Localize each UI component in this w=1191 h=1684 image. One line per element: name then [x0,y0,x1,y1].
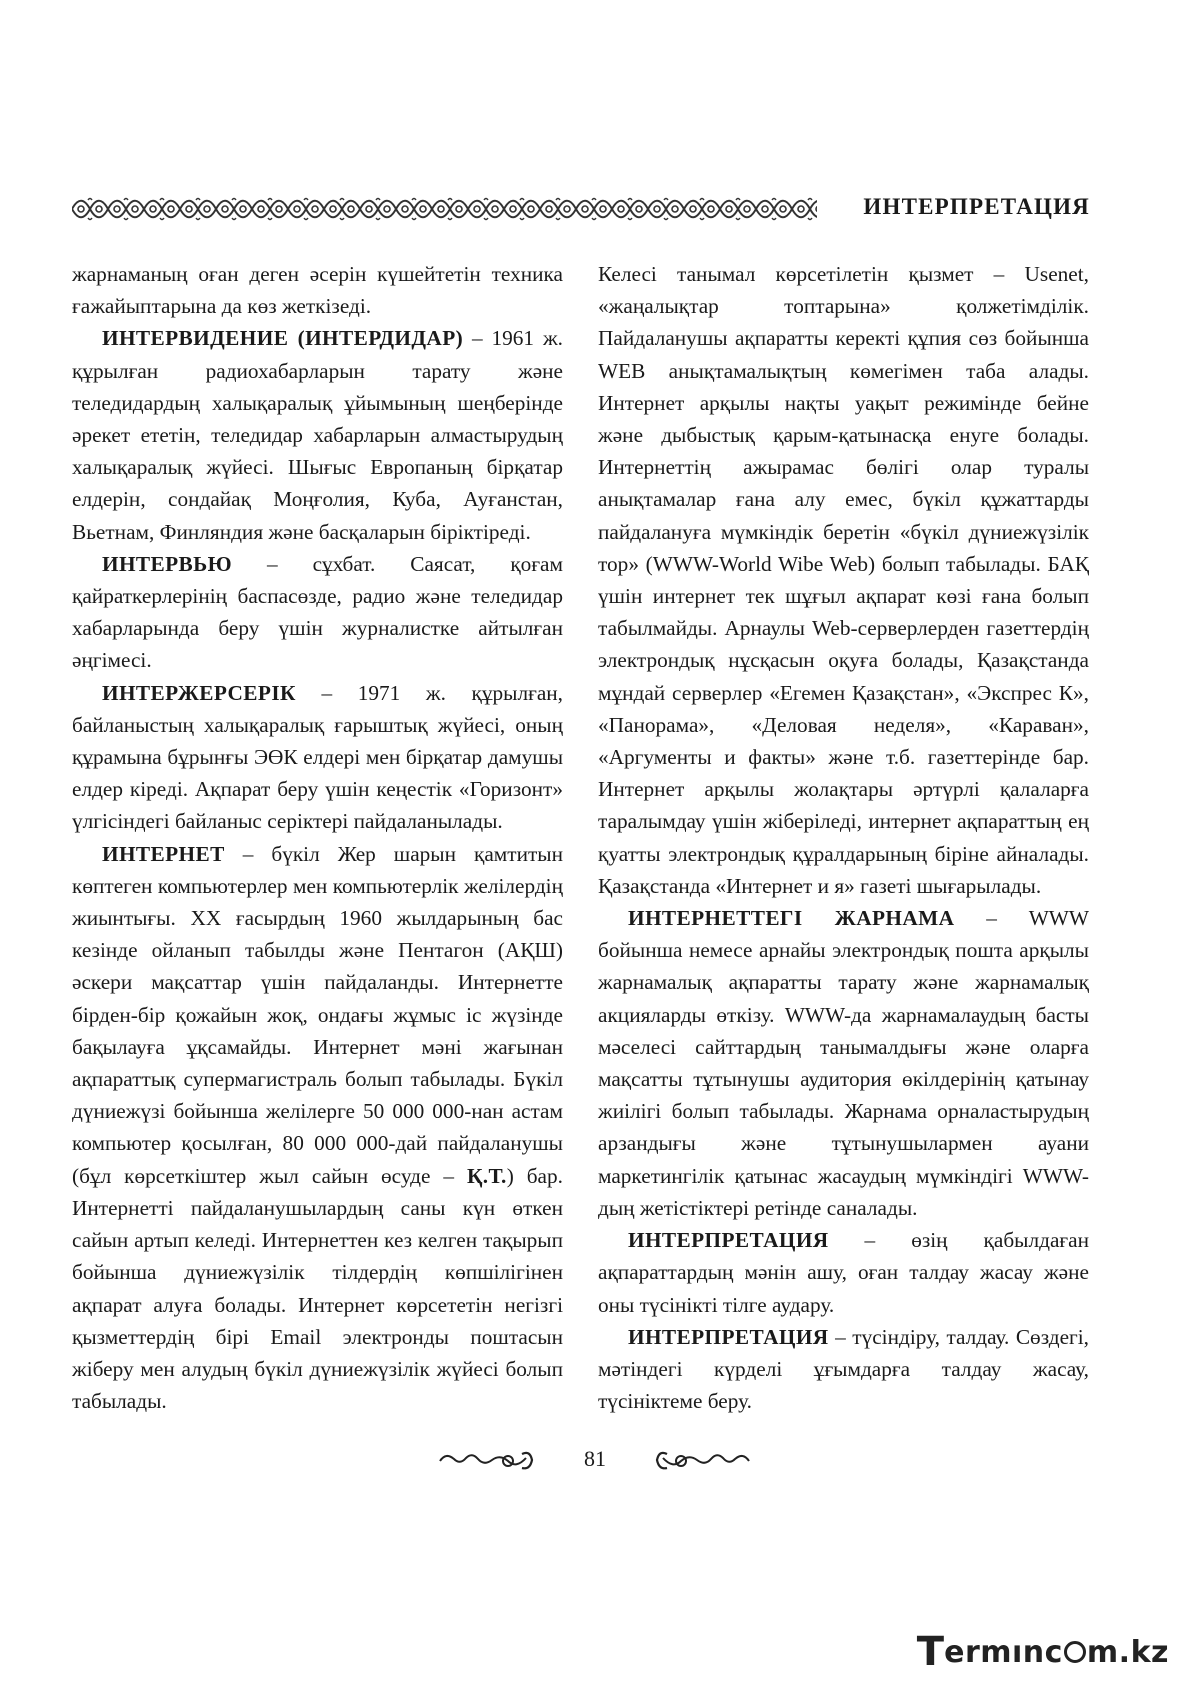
entry-intervidenie: ИНТЕРВИДЕНИЕ (ИНТЕРДИДАР) – 1961 ж. құрылған радиохабарларын тарату және теледидардың халықаралық ұйымының шеңберінде әрекет ететін, теледидар хабарларын алмастырудың халықаралық жүйесі. Шығыс Европаның бірқатар елдерін, сондайақ Моңғолия, Куба, Ауғанстан, Вьетнам, Финляндия және басқаларын біріктіреді. [72,326,563,544]
watermark-domain: m.kz [1086,1634,1169,1670]
flourish-right-icon [655,1448,751,1474]
entry-term: ИНТЕРЖЕРСЕРІК [102,680,296,705]
watermark-text: ermınc [944,1634,1063,1670]
continuation-paragraph: Келесі танымал көрсетілетін қызмет – Usenet, «жаңалықтар топтарына» қолжетімділік. Пайдаланушы ақпаратты керекті құпия сөз бойынша WEB анықтамалықтың көмегімен таба алады. Интернет арқылы нақты уақыт режимінде бейне және дыбыстық қарым-қатынасқа енуге болады. Интернеттің ажырамас бөлігі олар туралы анықтамалар ғана алу емес, бүкіл құжаттарды пайдалануға мүмкіндік беретін «бүкіл дүниежүзілік тор» (WWW-World Wibe Web) болып табылады. БАҚ үшін интернет тек шұғыл ақпарат көзі ғана болып табылмайды. Арнаулы Web-серверлерден газеттердің электрондық нұсқасын оқуға болады, Қазақстанда мұндай серверлер «Егемен Қазақстан», «Экспрес К», «Панорама», «Деловая неделя», «Караван», «Аргументы и факты» және т.б. газеттерінде бар. Интернет арқылы жолақтары әртүрлі қалаларға таралымдау үшін жіберіледі, интернет ақпараттың ең қуатты электрондық құралдарының біріне айналады. Қазақстанда «Интернет и я» газеті шығарылады. [598,262,1089,898]
watermark-logo [917,1630,1169,1674]
right-column [598,258,1089,1417]
entry-interpretation-1: ИНТЕРПРЕТАЦИЯ – өзің қабылдаған ақпараттардың мәнін ашу, оған талдау жасау және оны түсінікті тілге аудару. [598,1228,1089,1317]
entry-internet-advertising: ИНТЕРНЕТТЕГІ ЖАРНАМА – WWW бойынша немесе арнайы электрондық пошта арқылы жарнамалық ақпаратты тарату және жарнамалық акцияларды өткізу. WWW-да жарнамалаудың басты мәселесі сайттардың танымалдығы және оларға мақсатты тұтынушы аудитория өкілдерінің қатынау жиілігі болып табылады. Жарнама орналастырудың арзандығы және тұтынушылармен ауани маркетингілік қатынас жасаудың мүмкіндігі WWW-дың жетістіктері ретінде саналады. [598,906,1089,1220]
left-column [72,258,563,1417]
entry-term: ИНТЕРПРЕТАЦИЯ [628,1324,829,1349]
entry-term: ИНТЕРВИДЕНИЕ (ИНТЕРДИДАР) [102,326,464,351]
page-footer [420,1444,770,1478]
header-title: ИНТЕРПРЕТАЦИЯ [863,194,1090,219]
entry-interpretation-2: ИНТЕРПРЕТАЦИЯ – түсіндіру, талдау. Сөздегі, мәтіндегі күрделі ұғымдарға талдау жасау, түсініктеме беру. [598,1324,1089,1414]
author-initials: Қ.Т. [466,1163,507,1188]
page-number: 81 [584,1446,606,1471]
entry-term: ИНТЕРНЕТТЕГІ ЖАРНАМА [628,906,955,931]
watermark-circle-icon [1064,1641,1086,1663]
entry-term: ИНТЕРНЕТ [102,841,225,866]
entry-interzherserik: ИНТЕРЖЕРСЕРІК – 1971 ж. құрылған, байланыстың халықаралық ғарыштық жүйесі, оның құрамына бұрынғы ЭӨК елдері мен бірқатар дамушы елдер кіреді. Ақпарат беру үшін кеңестік «Горизонт» үлгісіндегі байланыс серіктері пайдаланылады. [72,680,563,834]
entry-internet: ИНТЕРНЕТ – бүкіл Жер шарын қамтитын көптеген компьютерлер мен компьютерлік желілердің жиынтығы. ХХ ғасырдың 1960 жылдарының бас кезінде ойланып табылды және Пентагон (АҚШ) әскери мақсаттар үшін пайдаланды. Интернетте бірден-бір қожайын жоқ, ондағы жұмыс іс жүзінде бақылауға ұқсамайды. Интернет мәні жағынан ақпараттық супермагистраль болып табылады. Бүкіл дүниежүзі бойынша желілерге 50 000 000-нан астам компьютер қосылған, 80 000 000-дай пайдаланушы (бұл көрсеткіштер жыл сайын өсуде – Қ.Т.) бар. Интернетті пайдаланушылардың саны күн өткен сайын артып келеді. Интернеттен кез келген тақырып бойынша дүниежүзілік тілдердің көпшілігінен ақпарат алуға болады. Интернет көрсететін негізгі қызметтердің бірі Email электронды поштасын жіберу мен алудың бүкіл дүниежүзілік жүйесі болып табылады. [72,841,563,1414]
watermark-initial: T [916,1629,945,1675]
continuation-paragraph: жарнаманың оған деген әсерін күшейтетін техника ғажайыптарына да көз жеткізеді. [72,262,563,319]
running-header [72,192,1090,228]
entry-interview: ИНТЕРВЬЮ – сұхбат. Саясат, қоғам қайраткерлерінің баспасөзде, радио және теледидар хабарларында беру үшін журналистке айтылған әңгімесі. [72,551,563,673]
entry-term: ИНТЕРПРЕТАЦИЯ [628,1228,829,1253]
entry-term: ИНТЕРВЬЮ [102,551,233,576]
ornamental-border-icon [72,196,817,222]
